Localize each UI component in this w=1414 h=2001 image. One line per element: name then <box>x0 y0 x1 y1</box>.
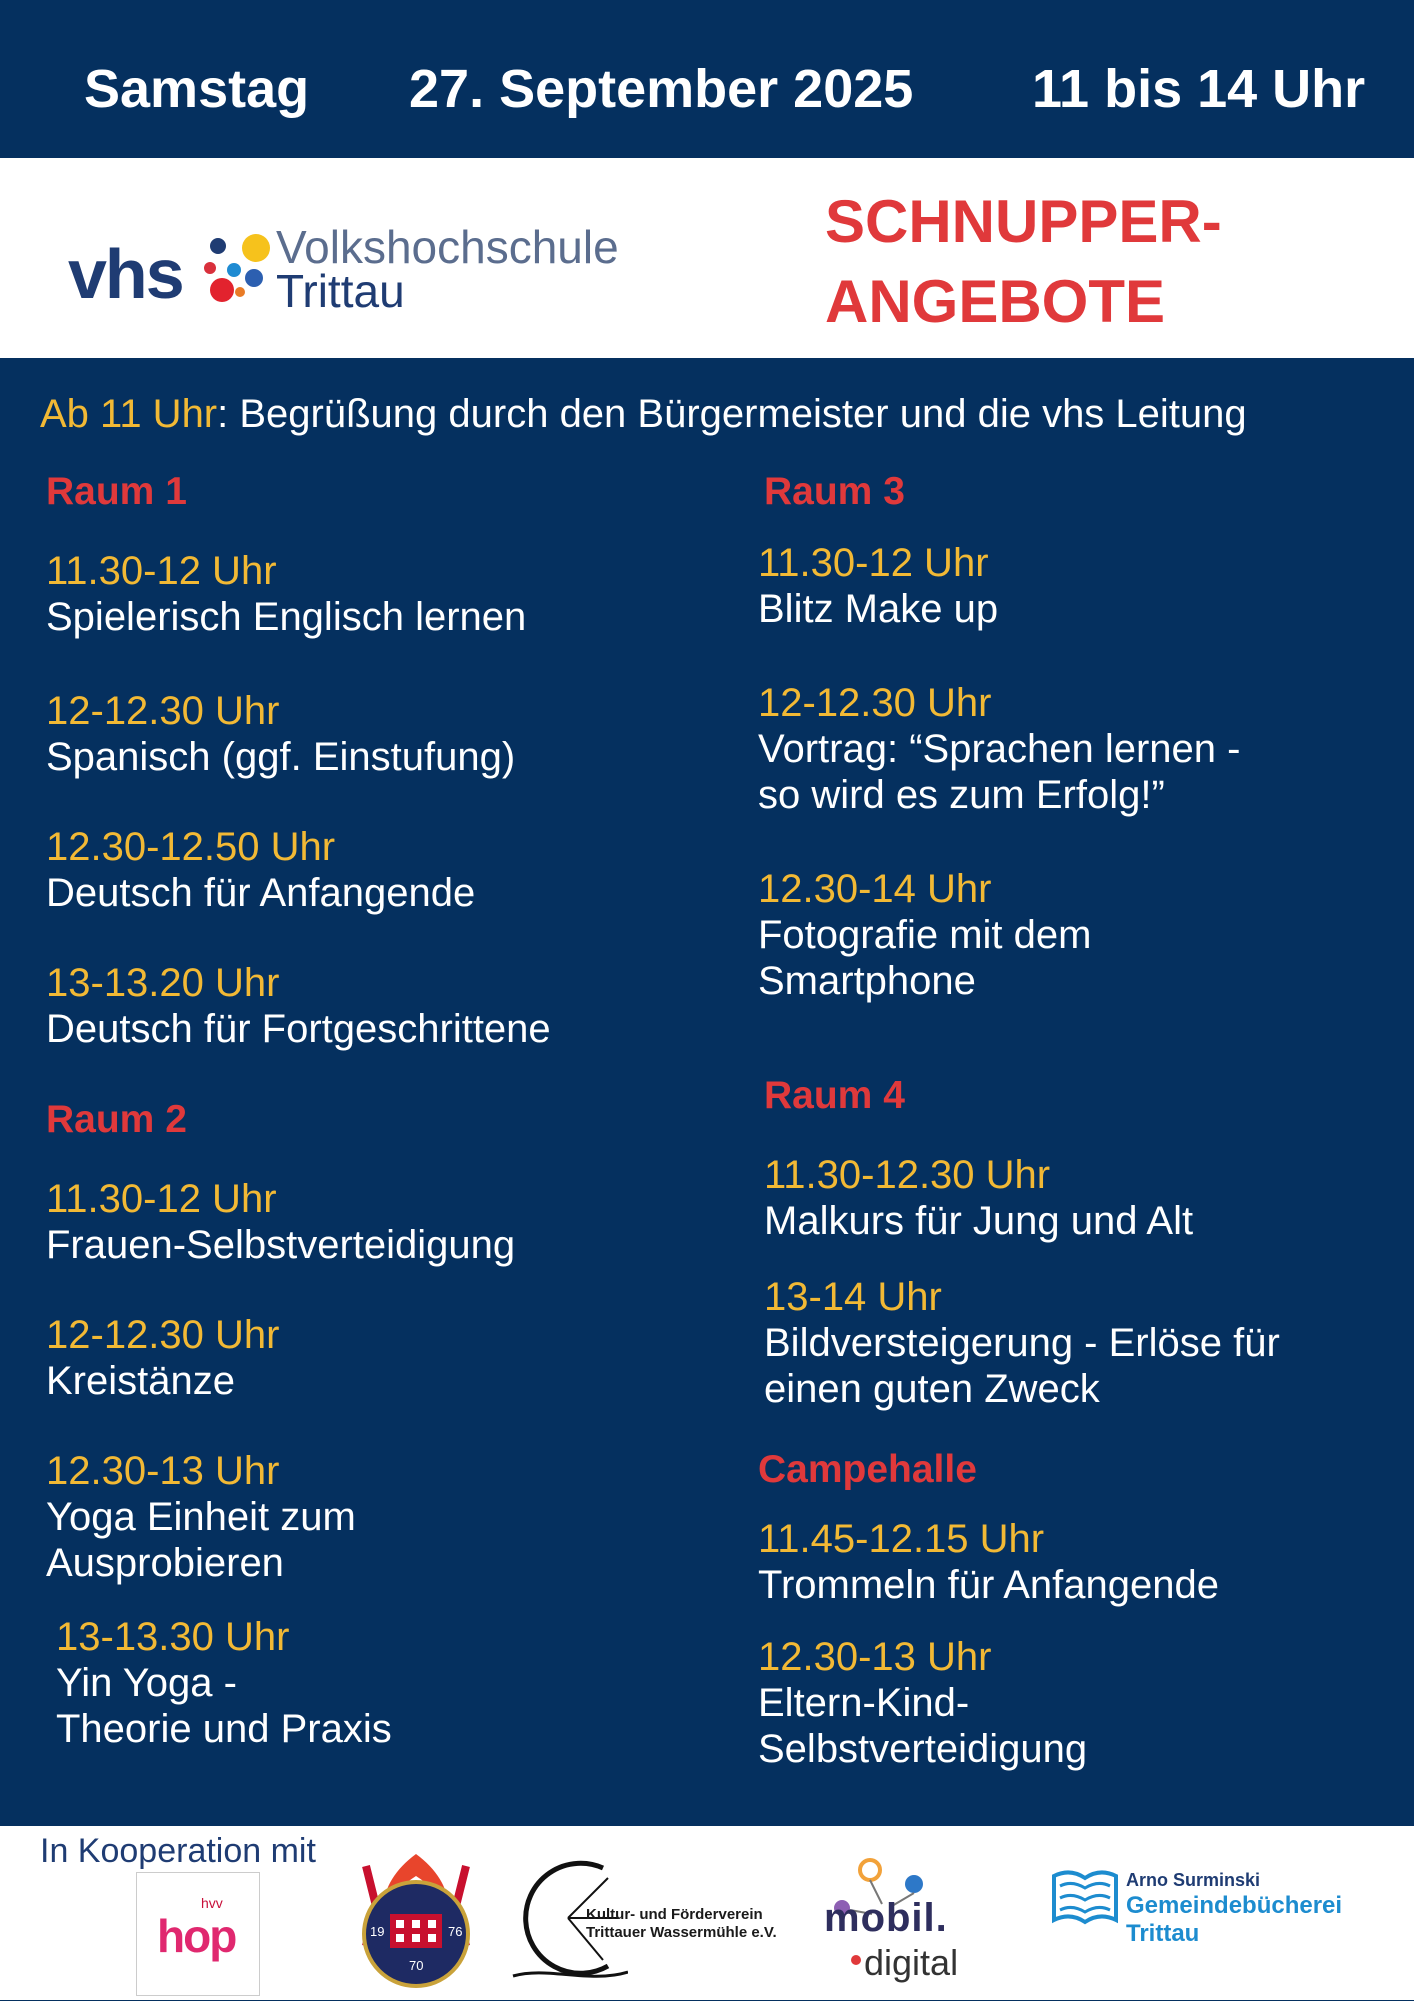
kultur-line2: Trittauer Wassermühle e.V. <box>586 1924 777 1941</box>
room-heading-raum1: Raum 1 <box>46 470 187 513</box>
hvv-label: hvv <box>201 1895 223 1911</box>
item-title-line2: Theorie und Praxis <box>56 1707 392 1751</box>
schedule-item <box>758 866 1091 1004</box>
item-title: Malkurs für Jung und Alt <box>764 1199 1194 1243</box>
item-title-line2: Selbstverteidigung <box>758 1727 1088 1771</box>
item-time: 13-13.30 Uhr <box>56 1615 290 1659</box>
intro-text: : Begrüßung durch den Bürgermeister und die vhs Leitung <box>217 392 1247 436</box>
item-title: Spielerisch Englisch lernen <box>46 595 527 639</box>
room-heading-raum2: Raum 2 <box>46 1098 187 1141</box>
item-time: 12-12.30 Uhr <box>758 681 992 725</box>
item-time: 12-12.30 Uhr <box>46 1313 280 1357</box>
vhs-dots-icon <box>196 228 276 308</box>
fire-emblem-icon <box>346 1846 486 1996</box>
item-time: 11.30-12 Uhr <box>46 1177 277 1221</box>
item-title: Vortrag: “Sprachen lernen - <box>758 727 1241 771</box>
item-title: Kreistänze <box>46 1359 235 1403</box>
item-time: 11.30-12.30 Uhr <box>764 1153 1051 1197</box>
event-day: Samstag <box>84 59 310 119</box>
item-time: 11.45-12.15 Uhr <box>758 1517 1045 1561</box>
room-heading-campehalle: Campehalle <box>758 1448 977 1491</box>
item-title: Yin Yoga - <box>56 1661 237 1705</box>
event-date: 27. September 2025 <box>409 59 914 119</box>
schedule-item <box>758 540 998 632</box>
schedule-item <box>46 548 526 640</box>
headline-line1: SCHNUPPER- <box>825 188 1222 255</box>
schedule-item <box>46 960 551 1052</box>
schedule-item <box>758 1516 1219 1608</box>
item-title: Trommeln für Anfangende <box>758 1563 1219 1607</box>
item-time: 13-13.20 Uhr <box>46 961 280 1005</box>
item-title: Deutsch für Fortgeschrittene <box>46 1007 551 1051</box>
headline <box>825 182 1222 342</box>
hvv-hop-logo <box>136 1872 260 1996</box>
library-line1: Arno Surminski <box>1126 1870 1261 1890</box>
fire-year-bottom: 70 <box>409 1958 424 1973</box>
item-time: 12.30-13 Uhr <box>46 1449 280 1493</box>
schedule-item <box>764 1152 1193 1244</box>
item-title: Frauen-Selbstverteidigung <box>46 1223 516 1267</box>
mobil-line1: mobil. <box>824 1896 948 1940</box>
headline-line2: ANGEBOTE <box>825 268 1166 335</box>
schedule-item <box>46 1176 515 1268</box>
footer <box>0 1826 1414 2000</box>
top-bar <box>0 0 1414 158</box>
intro-line <box>40 392 1247 437</box>
vhs-name-line1: Volkshochschule <box>276 221 619 273</box>
hop-label: hop <box>157 1910 236 1962</box>
item-title-line2: Smartphone <box>758 959 976 1003</box>
library-line2: Gemeindebücherei <box>1126 1892 1343 1919</box>
schedule-item <box>46 824 475 916</box>
item-title-line2: Ausprobieren <box>46 1541 284 1585</box>
fire-year-right: 76 <box>448 1924 463 1939</box>
open-book-icon <box>1050 1856 1120 1936</box>
item-title: Bildversteigerung - Erlöse für <box>764 1321 1280 1365</box>
room-heading-raum4: Raum 4 <box>764 1074 905 1117</box>
library-line3: Trittau <box>1126 1920 1200 1947</box>
intro-time: Ab 11 Uhr <box>40 392 218 436</box>
event-time: 11 bis 14 Uhr <box>1032 59 1366 119</box>
item-title: Spanisch (ggf. Einstufung) <box>46 735 516 779</box>
schedule-item <box>46 688 515 780</box>
gemeindebuecherei-logo <box>1050 1856 1380 1986</box>
item-title: Eltern-Kind- <box>758 1681 970 1725</box>
item-time: 12.30-14 Uhr <box>758 867 992 911</box>
item-title: Fotografie mit dem <box>758 913 1092 957</box>
item-time: 11.30-12 Uhr <box>758 541 989 585</box>
kultur-foerderverein-logo <box>508 1848 800 1988</box>
item-title: Deutsch für Anfangende <box>46 871 476 915</box>
schedule-item <box>764 1274 1280 1412</box>
item-title-line2: einen guten Zweck <box>764 1367 1100 1411</box>
logo-band <box>0 158 1414 358</box>
schedule-item <box>56 1614 392 1752</box>
item-time: 11.30-12 Uhr <box>46 549 277 593</box>
schedule-item <box>46 1312 279 1404</box>
mobil-digital-logo <box>822 1848 1022 1988</box>
fire-brigade-emblem <box>346 1846 486 1996</box>
schedule-item <box>758 1634 1087 1772</box>
item-time: 12-12.30 Uhr <box>46 689 280 733</box>
room-heading-raum3: Raum 3 <box>764 470 905 513</box>
schedule-item <box>758 680 1240 818</box>
item-title: Blitz Make up <box>758 587 999 631</box>
item-title-line2: so wird es zum Erfolg!” <box>758 773 1165 817</box>
item-time: 12.30-13 Uhr <box>758 1635 992 1679</box>
vhs-logo-word: vhs <box>68 235 183 313</box>
mobil-line2: digital <box>864 1942 959 1983</box>
item-time: 13-14 Uhr <box>764 1275 942 1319</box>
schedule-item <box>46 1448 356 1586</box>
kultur-line1: Kultur- und Förderverein <box>586 1906 763 1923</box>
vhs-name-line2: Trittau <box>276 265 405 317</box>
item-time: 12.30-12.50 Uhr <box>46 825 336 869</box>
item-title: Yoga Einheit zum <box>46 1495 356 1539</box>
fire-year-left: 19 <box>370 1924 385 1939</box>
cooperation-label: In Kooperation mit <box>40 1832 316 1870</box>
